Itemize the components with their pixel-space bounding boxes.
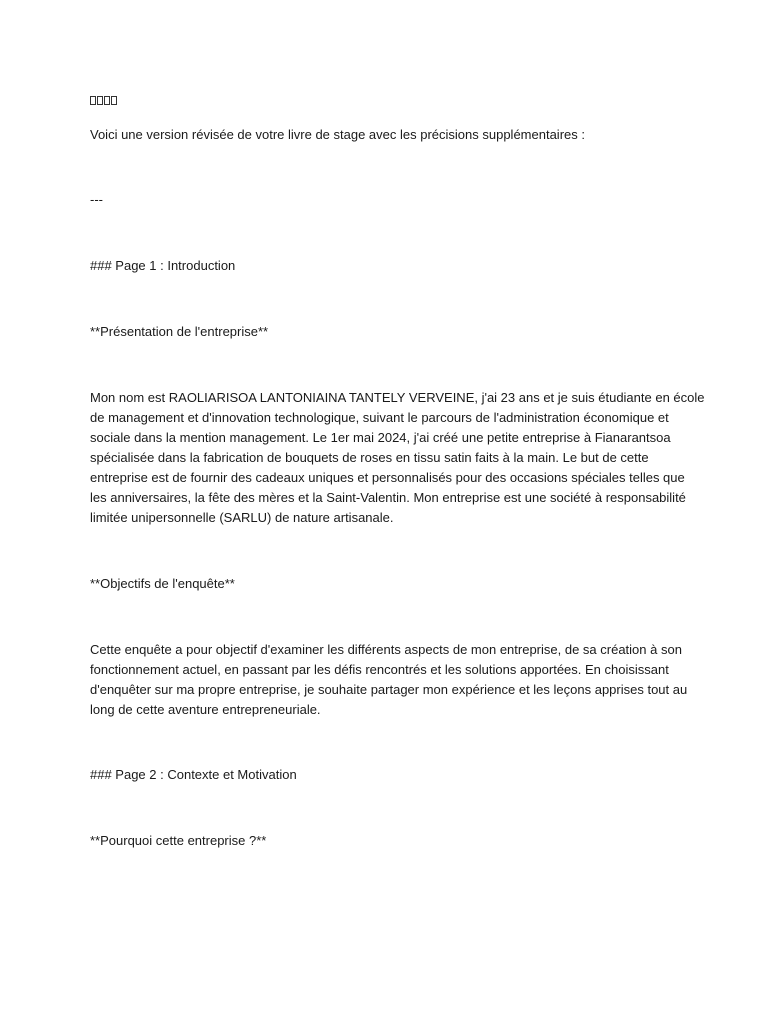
objectifs-line-4: long de cette aventure entrepreneuriale. [90,702,321,717]
missing-glyph-icon [90,96,117,105]
intro-line: Voici une version révisée de votre livre de stage avec les précisions supplémentaires : [90,127,585,142]
presentation-line-4: spécialisée dans la fabrication de bouquets de roses en tissu satin faits à la main. Le but de cette [90,450,649,465]
section-presentation-title: **Présentation de l'entreprise** [90,324,269,339]
section-pourquoi-title: **Pourquoi cette entreprise ?** [90,833,267,848]
page2-heading: ### Page 2 : Contexte et Motivation [90,767,297,782]
objectifs-line-2: fonctionnement actuel, en passant par les défis rencontrés et les solutions apportées. En choisissant [90,662,669,677]
objectifs-line-3: d'enquêter sur ma propre entreprise, je souhaite partager mon expérience et les leçons apprises tout au [90,682,688,697]
presentation-line-3: sociale dans la mention management. Le 1er mai 2024, j'ai créé une petite entreprise à Fianarantsoa [90,430,671,445]
presentation-line-2: de management et d'innovation technologique, suivant le parcours de l'administration économique et [90,410,669,425]
separator: --- [90,192,103,207]
objectifs-line-1: Cette enquête a pour objectif d'examiner les différents aspects de mon entreprise, de sa création à son [90,642,682,657]
presentation-line-6: les anniversaires, la fête des mères et la Saint-Valentin. Mon entreprise est une société à responsabilité [90,490,686,505]
presentation-line-1: Mon nom est RAOLIARISOA LANTONIAINA TANTELY VERVEINE, j'ai 23 ans et je suis étudiante en école [90,390,705,405]
presentation-line-7: limitée unipersonnelle (SARLU) de nature artisanale. [90,510,394,525]
page1-heading: ### Page 1 : Introduction [90,258,236,273]
presentation-line-5: entreprise est de fournir des cadeaux uniques et personnalisés pour des occasions spéciales telles que [90,470,685,485]
section-objectifs-title: **Objectifs de l'enquête** [90,576,235,591]
